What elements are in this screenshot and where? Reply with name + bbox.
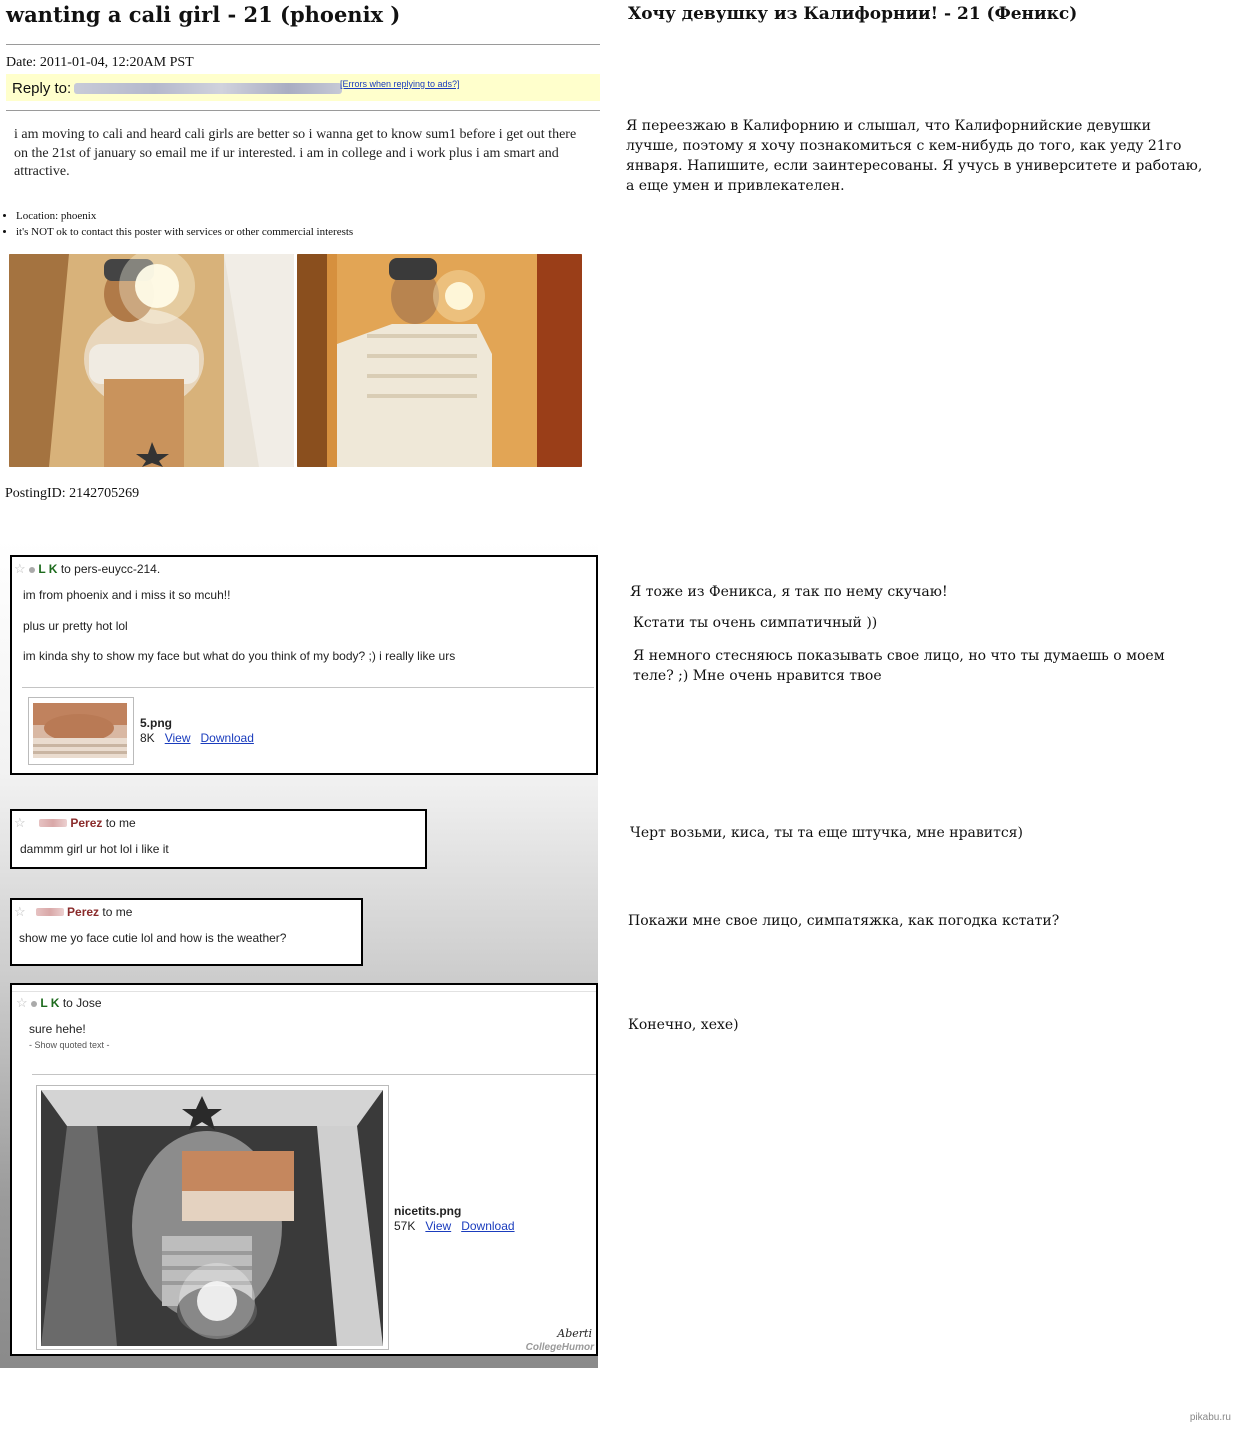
email-header xyxy=(14,904,132,920)
divider xyxy=(6,44,600,45)
email-header xyxy=(14,815,136,831)
sender-name[interactable]: L K xyxy=(38,562,58,576)
download-link[interactable]: Download xyxy=(200,731,254,745)
sender-name[interactable]: Perez xyxy=(70,816,103,830)
translation-email1-line1: Я тоже из Феникса, я так по нему скучаю! xyxy=(630,584,948,600)
recipient: to me xyxy=(102,905,133,919)
divider xyxy=(32,1074,596,1075)
email-card-1[interactable] xyxy=(10,555,598,775)
ad-photo-1 xyxy=(9,254,294,467)
ad-details-list xyxy=(16,208,353,240)
translation-body: Я переезжаю в Калифорнию и слышал, что Калифорнийские девушки лучше, поэтому я хочу познакомиться с кем-нибудь до того, как уеду 21го января. Напишите, если заинтересованы. Я учусь в университете и работаю, а еще умен и привлекателен. xyxy=(626,118,1203,194)
ad-date: Date: 2011-01-04, 12:20AM PST xyxy=(6,55,194,70)
download-link[interactable]: Download xyxy=(461,1219,515,1233)
attachment-image xyxy=(37,1086,388,1349)
email-card-2[interactable] xyxy=(10,809,427,869)
translation-title: Хочу девушку из Калифорнии! - 21 (Феникс) xyxy=(628,4,1078,24)
message-line: dammm girl ur hot lol i like it xyxy=(20,842,169,856)
message-line: plus ur pretty hot lol xyxy=(23,619,128,633)
attachment-name: nicetits.png xyxy=(394,1204,462,1218)
attachment-meta xyxy=(140,731,254,745)
blurred-email xyxy=(74,83,342,94)
status-dot-icon xyxy=(31,1001,37,1007)
sender-name[interactable]: L K xyxy=(40,996,60,1010)
star-icon[interactable]: ☆ xyxy=(14,815,26,830)
reply-to-label: Reply to: xyxy=(12,80,72,97)
star-icon[interactable]: ☆ xyxy=(14,904,26,919)
sender-name[interactable]: Perez xyxy=(67,905,100,919)
translation-email1-line3: Я немного стесняюсь показывать свое лицо, но что ты думаешь о моем теле? ;) Мне очень нравится твое xyxy=(633,648,1165,684)
email-header xyxy=(16,995,102,1011)
attachment-thumbnail[interactable] xyxy=(36,1085,389,1350)
location-item: • Location: phoenix xyxy=(16,208,353,224)
ad-body: i am moving to cali and heard cali girls are better so i wanna get to know sum1 before i get out there on the 21st of january so email me if ur interested. i am in college and i work plus i am smart and attractive. xyxy=(14,127,577,179)
attachment-meta xyxy=(394,1219,515,1233)
view-link[interactable]: View xyxy=(425,1219,452,1233)
show-quoted-text-link[interactable]: - Show quoted text - xyxy=(29,1040,110,1050)
translation-email4: Конечно, хехе) xyxy=(628,1017,739,1033)
blurred-name xyxy=(39,819,67,827)
divider xyxy=(12,991,596,992)
message-line: im from phoenix and i miss it so mcuh!! xyxy=(23,588,231,602)
message-line: sure hehe! xyxy=(29,1022,86,1036)
translation-email3: Покажи мне свое лицо, симпатяжка, как погодка кстати? xyxy=(628,913,1060,929)
status-dot-icon xyxy=(29,567,35,573)
blurred-name xyxy=(36,908,64,916)
message-line: im kinda shy to show my face but what do you think of my body? ;) i really like urs xyxy=(23,649,456,663)
signature: Aberti xyxy=(557,1327,592,1340)
star-icon[interactable]: ☆ xyxy=(16,995,28,1010)
ad-title: wanting a cali girl - 21 (phoenix ) xyxy=(6,2,401,27)
attachment-size: 8K xyxy=(140,731,155,745)
reply-to-box xyxy=(6,74,600,101)
attachment-image xyxy=(29,698,133,764)
recipient: to pers-euycc-214. xyxy=(60,562,161,576)
collegehumor-logo: CollegeHumor xyxy=(525,1342,594,1353)
email-card-3[interactable] xyxy=(10,898,363,966)
translation-email1-line2: Кстати ты очень симпатичный )) xyxy=(633,615,878,631)
view-link[interactable]: View xyxy=(164,731,191,745)
email-card-4[interactable] xyxy=(10,983,598,1356)
attachment-name: 5.png xyxy=(140,716,172,730)
recipient: to me xyxy=(105,816,136,830)
message-line: show me yo face cutie lol and how is the weather? xyxy=(19,931,287,945)
attachment-size: 57K xyxy=(394,1219,416,1233)
translation-email2: Черт возьми, киса, ты та еще штучка, мне нравится) xyxy=(630,825,1023,841)
divider xyxy=(6,110,600,111)
attachment-thumbnail[interactable] xyxy=(28,697,134,765)
errors-link[interactable]: [Errors when replying to ads?] xyxy=(340,79,460,89)
ad-photo-2 xyxy=(297,254,582,467)
star-icon[interactable]: ☆ xyxy=(14,561,26,576)
divider xyxy=(22,687,594,688)
recipient: to Jose xyxy=(62,996,102,1010)
email-header xyxy=(14,561,160,577)
posting-id: PostingID: 2142705269 xyxy=(5,486,140,501)
watermark: pikabu.ru xyxy=(1189,1412,1231,1423)
notice-item: • it's NOT ok to contact this poster with services or other commercial interests xyxy=(16,224,353,240)
